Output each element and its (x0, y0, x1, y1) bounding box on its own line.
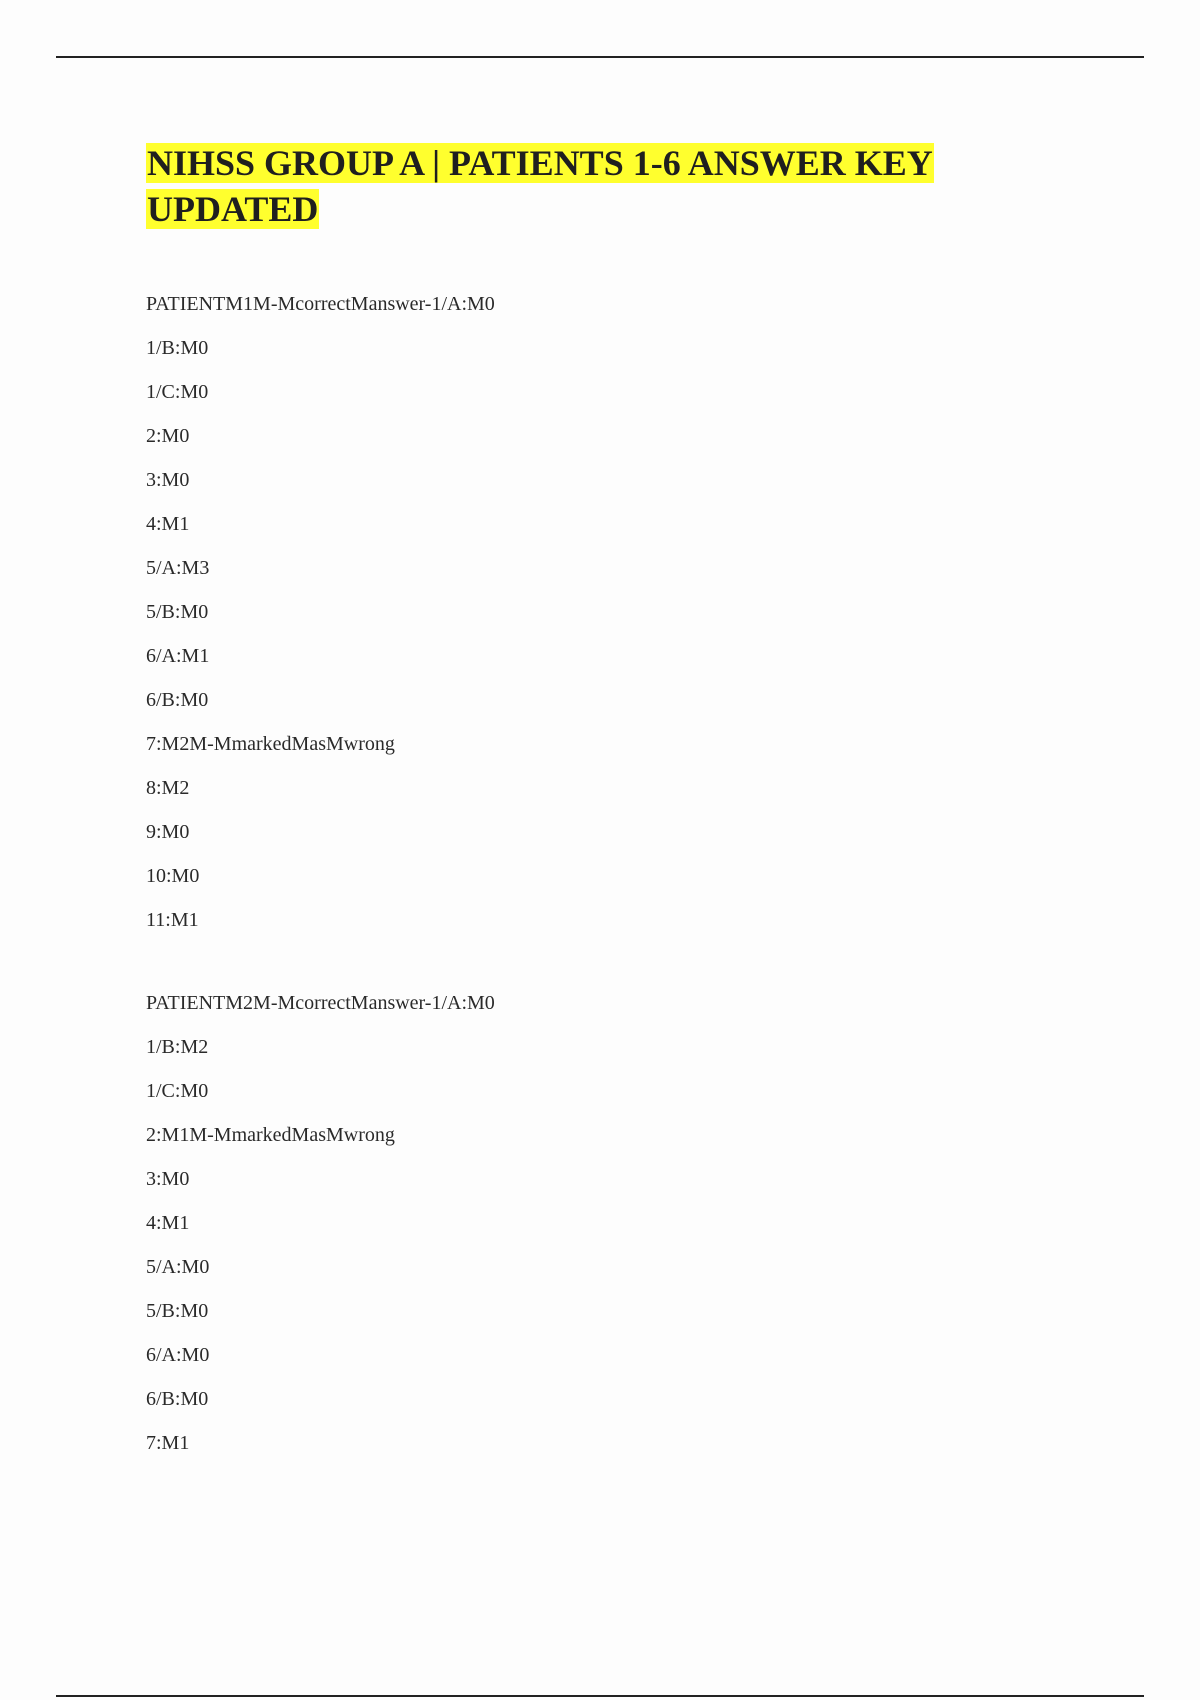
answer-line: 5/A:M0 (146, 1256, 210, 1278)
answer-line: 2:M0 (146, 425, 190, 447)
answer-line: 6/B:M0 (146, 689, 209, 711)
patient-1-answers (146, 292, 846, 952)
answer-line: 5/A:M3 (146, 557, 210, 579)
answer-line: 6/A:M1 (146, 645, 210, 667)
answer-line: 5/B:M0 (146, 601, 209, 623)
answer-line: 1/B:M0 (146, 337, 209, 359)
answer-line: 3:M0 (146, 469, 190, 491)
patient-2-answers (146, 991, 846, 1475)
answer-line: 5/B:M0 (146, 1300, 209, 1322)
footer-rule (56, 1695, 1144, 1697)
answer-line: 1/C:M0 (146, 381, 209, 403)
answer-line: 4:M1 (146, 1212, 190, 1234)
answer-line: 1/B:M2 (146, 1036, 209, 1058)
answer-line: 8:M2 (146, 777, 190, 799)
answer-line: 4:M1 (146, 513, 190, 535)
answer-line: 7:M1 (146, 1432, 190, 1454)
answer-line: 9:M0 (146, 821, 190, 843)
answer-line: PATIENTM1M-McorrectManswer-1/A:M0 (146, 293, 495, 315)
answer-line: 7:M2M-MmarkedMasMwrong (146, 733, 395, 755)
answer-line: 2:M1M-MmarkedMasMwrong (146, 1124, 395, 1146)
answer-line: PATIENTM2M-McorrectManswer-1/A:M0 (146, 992, 495, 1014)
header-rule (56, 56, 1144, 58)
answer-line: 10:M0 (146, 865, 200, 887)
answer-line: 3:M0 (146, 1168, 190, 1190)
answer-line: 6/B:M0 (146, 1388, 209, 1410)
answer-line: 1/C:M0 (146, 1080, 209, 1102)
title-highlight: NIHSS GROUP A | PATIENTS 1-6 ANSWER KEY UPDATED (147, 143, 933, 229)
answer-line: 6/A:M0 (146, 1344, 210, 1366)
document-title (146, 140, 1046, 232)
answer-line: 11:M1 (146, 909, 199, 931)
